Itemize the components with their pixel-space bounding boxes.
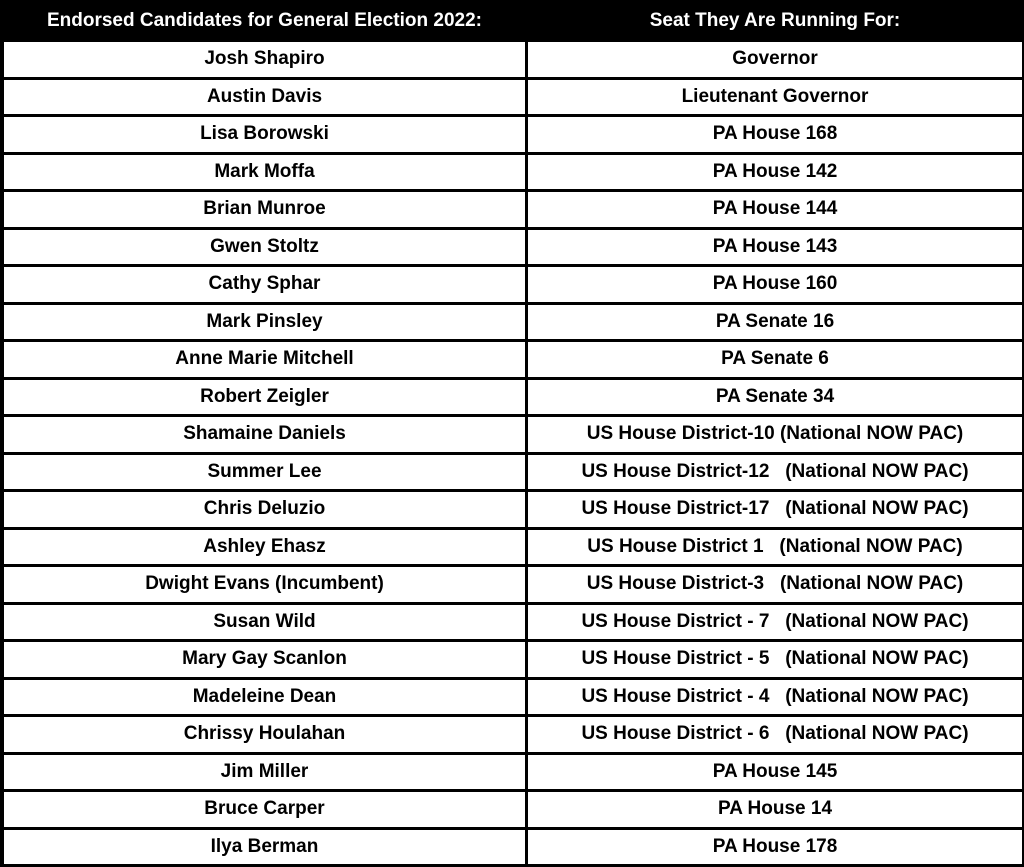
- candidate-name-cell: Chris Deluzio: [4, 492, 525, 527]
- table-row: [4, 455, 1022, 490]
- table-header-row: [4, 0, 1022, 42]
- candidate-name-cell: Mary Gay Scanlon: [4, 642, 525, 677]
- seat-cell: PA House 144: [528, 192, 1022, 227]
- table-row: [4, 605, 1022, 640]
- candidate-name-cell: Shamaine Daniels: [4, 417, 525, 452]
- candidate-name-cell: Robert Zeigler: [4, 380, 525, 415]
- seat-cell: Governor: [528, 42, 1022, 77]
- table-row: [4, 717, 1022, 752]
- candidate-name-cell: Lisa Borowski: [4, 117, 525, 152]
- seat-cell: PA House 160: [528, 267, 1022, 302]
- seat-cell: PA House 14: [528, 792, 1022, 827]
- seat-cell: US House District - 4 (National NOW PAC): [528, 680, 1022, 715]
- seat-cell: US House District - 7 (National NOW PAC): [528, 605, 1022, 640]
- table-row: [4, 155, 1022, 190]
- table-row: [4, 567, 1022, 602]
- table-row: [4, 492, 1022, 527]
- seat-cell: PA Senate 6: [528, 342, 1022, 377]
- candidate-name-cell: Brian Munroe: [4, 192, 525, 227]
- candidate-name-cell: Ilya Berman: [4, 830, 525, 865]
- seat-cell: Lieutenant Governor: [528, 80, 1022, 115]
- candidate-name-cell: Madeleine Dean: [4, 680, 525, 715]
- table-row: [4, 380, 1022, 415]
- table-row: [4, 680, 1022, 715]
- candidate-name-cell: Dwight Evans (Incumbent): [4, 567, 525, 602]
- table-row: [4, 342, 1022, 377]
- table-row: [4, 642, 1022, 677]
- candidate-name-cell: Cathy Sphar: [4, 267, 525, 302]
- candidate-name-cell: Austin Davis: [4, 80, 525, 115]
- seat-cell: US House District 1 (National NOW PAC): [528, 530, 1022, 565]
- table-row: [4, 530, 1022, 565]
- seat-cell: PA House 145: [528, 755, 1022, 790]
- table-row: [4, 42, 1022, 77]
- seat-cell: PA House 168: [528, 117, 1022, 152]
- table-row: [4, 792, 1022, 827]
- table-row: [4, 417, 1022, 452]
- candidate-name-cell: Summer Lee: [4, 455, 525, 490]
- seat-cell: US House District - 5 (National NOW PAC): [528, 642, 1022, 677]
- candidate-name-cell: Jim Miller: [4, 755, 525, 790]
- seat-cell: PA House 178: [528, 830, 1022, 865]
- table-row: [4, 305, 1022, 340]
- seat-cell: US House District-12 (National NOW PAC): [528, 455, 1022, 490]
- seat-cell: US House District-3 (National NOW PAC): [528, 567, 1022, 602]
- candidate-name-cell: Bruce Carper: [4, 792, 525, 827]
- table-body: [4, 42, 1022, 867]
- seat-cell: PA Senate 16: [528, 305, 1022, 340]
- seat-cell: US House District-10 (National NOW PAC): [528, 417, 1022, 452]
- table-row: [4, 830, 1022, 865]
- table-row: [4, 192, 1022, 227]
- table-row: [4, 267, 1022, 302]
- candidate-name-cell: Mark Moffa: [4, 155, 525, 190]
- seat-cell: PA House 142: [528, 155, 1022, 190]
- header-seat: Seat They Are Running For:: [649, 10, 901, 31]
- seat-cell: US House District-17 (National NOW PAC): [528, 492, 1022, 527]
- table-row: [4, 80, 1022, 115]
- candidate-name-cell: Susan Wild: [4, 605, 525, 640]
- seat-cell: PA House 143: [528, 230, 1022, 265]
- candidate-name-cell: Josh Shapiro: [4, 42, 525, 77]
- header-candidates: Endorsed Candidates for General Election 2022:: [46, 10, 482, 31]
- seat-cell: PA Senate 34: [528, 380, 1022, 415]
- candidate-name-cell: Anne Marie Mitchell: [4, 342, 525, 377]
- candidate-name-cell: Mark Pinsley: [4, 305, 525, 340]
- table-row: [4, 230, 1022, 265]
- candidate-name-cell: Ashley Ehasz: [4, 530, 525, 565]
- table-row: [4, 755, 1022, 790]
- seat-cell: US House District - 6 (National NOW PAC): [528, 717, 1022, 752]
- candidate-name-cell: Chrissy Houlahan: [4, 717, 525, 752]
- table-row: [4, 117, 1022, 152]
- candidate-name-cell: Gwen Stoltz: [4, 230, 525, 265]
